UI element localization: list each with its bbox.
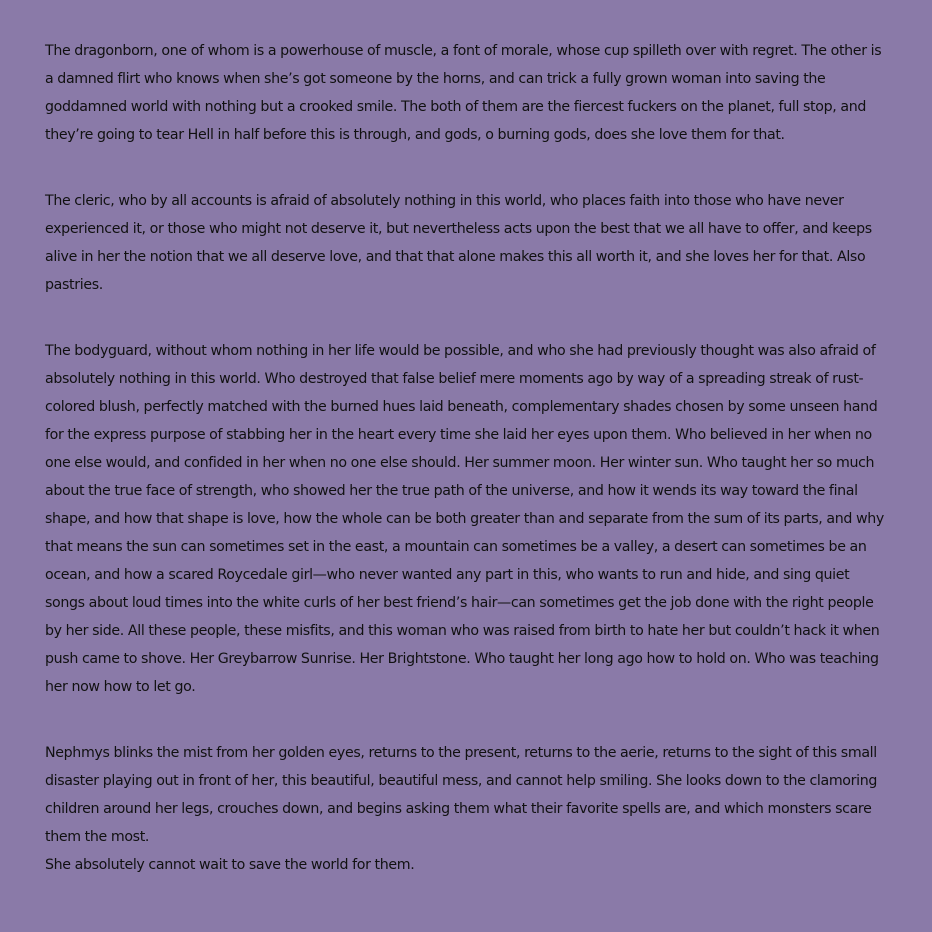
paragraph-closing: She absolutely cannot wait to save the world for them.	[45, 857, 415, 873]
paragraph-nephmys: Nephmys blinks the mist from her golden eyes, returns to the present, returns to the aerie, returns to the sight of this small disaster playing out in front of her, this beautiful, beautiful mess, and cannot help smiling. She looks down to the clamoring children around her legs, crouches down, and begins asking them what their favorite spells are, and which monsters scare them the most.	[45, 745, 878, 845]
paragraph-bodyguard: The bodyguard, without whom nothing in her life would be possible, and who she had previously thought was also afraid of absolutely nothing in this world. Who destroyed that false belief mere moments ago by way of a spreading streak of rust-colored blush, perfectly matched with the burned hues laid beneath, complementary shades chosen by some unseen hand for the express purpose of stabbing her in the heart every time she laid her eyes upon them. Who believed in her when no one else would, and confided in her when no one else should. Her summer moon. Her winter sun. Who taught her so much about the true face of strength, who showed her the true path of the universe, and how it wends its way toward the final shape, and how that shape is love, how the whole can be both greater than and separate from the sum of its parts, and why that means the sun can sometimes set in the east, a mountain can sometimes be a valley, a desert can sometimes be an ocean, and how a scared Roycedale girl—who never wanted any part in this, who wants to run and hide, and sing quiet songs about loud times into the white curls of her best friend’s hair—can sometimes get the job done with the right people by her side. All these people, these misfits, and this woman who was raised from birth to hate her but couldn’t hack it when push came to shove. Her Greybarrow Sunrise. Her Brightstone. Who taught her long ago how to hold on. Who was teaching her now how to let go.	[45, 343, 884, 695]
paragraph-cleric: The cleric, who by all accounts is afraid of absolutely nothing in this world, who places faith into those who have never experienced it, or those who might not deserve it, but nevertheless acts upon the best that we all have to offer, and keeps alive in her the notion that we all deserve love, and that that alone makes this all worth it, and she loves her for that. Also pastries.	[45, 193, 872, 293]
paragraph-dragonborn: The dragonborn, one of whom is a powerhouse of muscle, a font of morale, whose cup spilleth over with regret. The other is a damned flirt who knows when she’s got someone by the horns, and can trick a fully grown woman into saving the goddamned world with nothing but a crooked smile. The both of them are the fiercest fuckers on the planet, full stop, and they’re going to tear Hell in half before this is through, and gods, o burning gods, does she love them for that.	[45, 43, 882, 143]
